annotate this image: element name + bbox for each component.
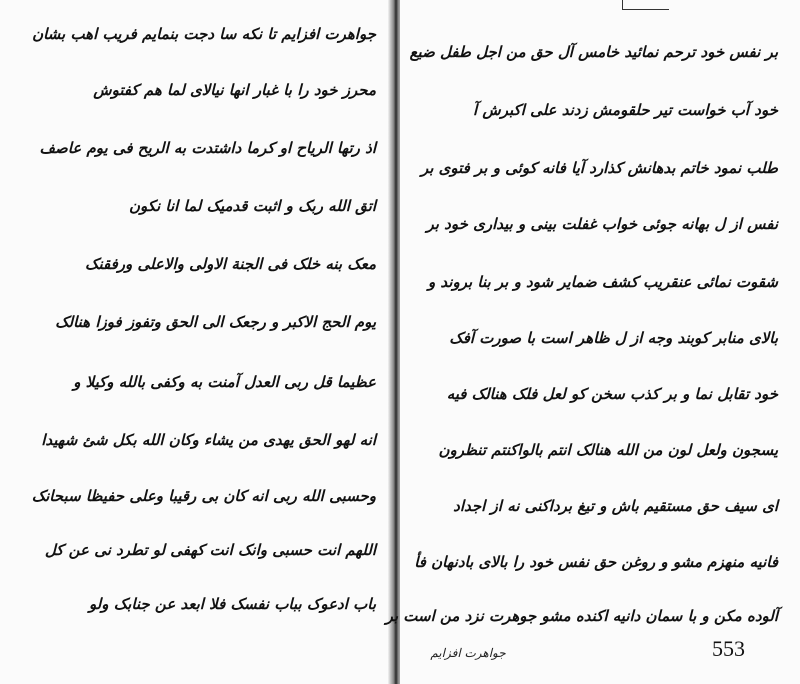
text-line: شقوت نمائی عنقریب کشف ضمایر شود و بر بنا بروند و (427, 273, 778, 291)
catchword: جواهرت افزایم (430, 646, 506, 660)
text-line: بالای منابر کوبند وجه از ل ظاهر است با صورت آفک (449, 329, 778, 347)
text-line: معک بنه خلک فی الجنة الاولی والاعلی ورفقنک (85, 255, 376, 273)
text-line: طلب نمود خاتم بدهانش کذارد آیا فانه کوئی و بر فتوی بر (420, 159, 778, 177)
right-page-text (385, 0, 800, 684)
text-line: خود تقابل نما و بر کذب سخن کو لعل فلک هنالک فیه (446, 385, 778, 403)
text-line: یسجون ولعل لون من الله هنالک انتم بالواکنتم تنظرون (438, 441, 778, 459)
text-line: نفس از ل بهانه جوئی خواب غفلت بینی و بیداری خود بر (426, 215, 778, 233)
page-number: 553 (712, 636, 745, 661)
text-line: آلوده مکن و با سمان دانیه اکنده مشو جوهرت نزد من است بر (385, 607, 778, 625)
text-line: اذ رتها الریاح او کرما داشتدت به الریح فی یوم عاصف (39, 139, 376, 157)
text-line: جواهرت افزایم تا نکه سا دجت بنمایم فریب اهب بشان (32, 25, 376, 43)
text-line: بر نفس خود ترحم نمائید خامس آل حق من اجل طفل ضیع (409, 43, 778, 61)
text-line: یوم الحج الاکبر و رجعک الی الحق وتفوز فوزا هنالک (55, 313, 376, 331)
text-line: ای سیف حق مستقیم باش و تیغ برداکنی نه از اجداد (453, 497, 778, 515)
text-line: انه لهو الحق یهدی من یشاء وکان الله بکل شئ شهیدا (41, 431, 376, 449)
text-line: اتق الله ربک و اثبت قدمیک لما انا نکون (128, 197, 376, 215)
text-line: وحسبی الله ربی انه کان بی رقیبا وعلی حفیظا سبحانک (31, 487, 376, 505)
text-line: عظیما قل ربی العدل آمنت به وکفی بالله وکیلا و (73, 373, 376, 391)
text-line: محرز خود را با غبار انها نیالای لما هم کفتوش (93, 81, 376, 99)
right-page (385, 0, 800, 684)
text-line: اللهم انت حسبی وانک انت کهفی لو تطرد نی عن کل (44, 541, 376, 559)
text-line: باب ادعوک بباب نفسک فلا ابعد عن جنابک ولو (88, 595, 376, 613)
text-line: فانیه منهزم مشو و روغن حق نفس خود را بالای بادنهان فأ (414, 553, 778, 571)
left-page-text (0, 0, 393, 684)
text-line: خود آب خواست تیر حلقومش زدند علی اکبرش آ (473, 101, 778, 119)
left-page (0, 0, 393, 684)
